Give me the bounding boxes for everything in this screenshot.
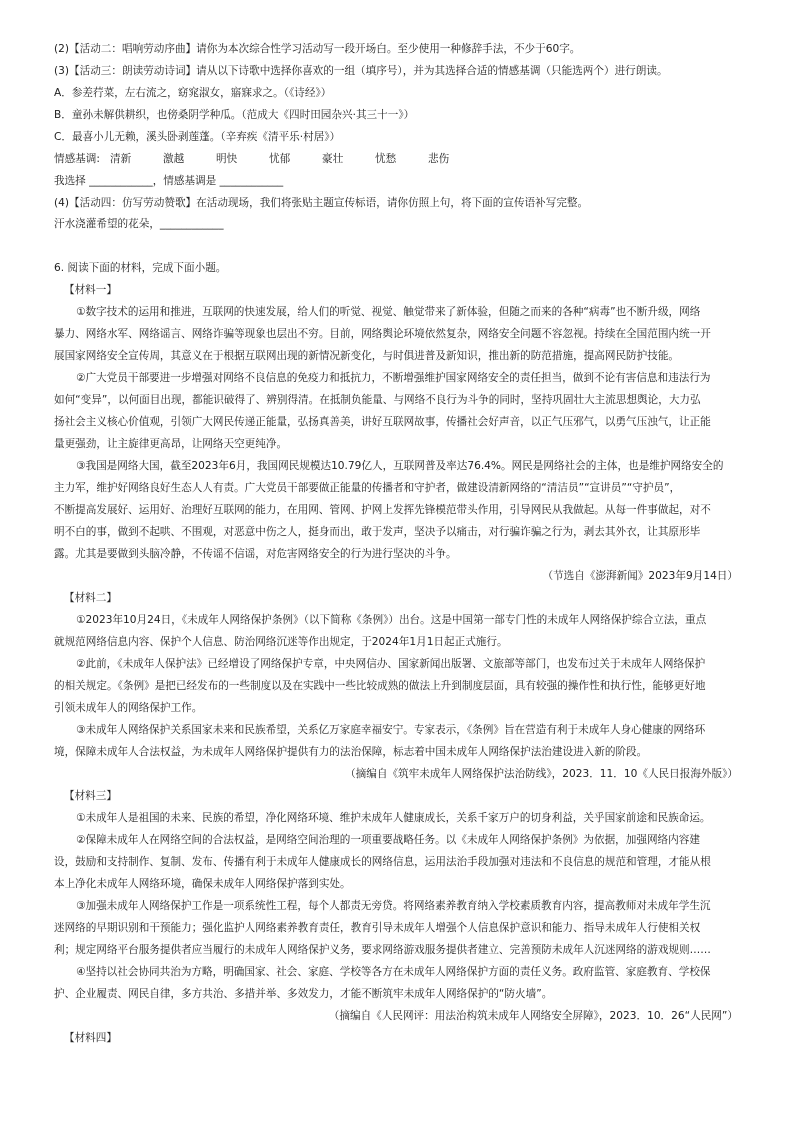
material-3-line: 迷网络的早期识别和干预能力；强化监护人网络素养教育责任，教育引导未成年人增强个人信息保护意识和能力、指导未成年人行使相关权	[54, 922, 701, 934]
material-2-heading: 【材料二】	[64, 592, 117, 604]
material-1-line: 扬社会主义核心价值观，引领广大网民传递正能量，弘扬真善美，讲好互联网故事，传播社会好声音，以正气压邪气，以勇气压浊气，让正能	[54, 416, 711, 428]
poem-option-c: C．最喜小儿无赖，溪头卧剥莲蓬。（辛弃疾《清平乐·村居》）	[54, 131, 341, 143]
tone-option: 忧愁	[375, 153, 397, 165]
material-1-line: 不断提高发展好、运用好、治理好互联网的能力，在用网、管网、护网上发挥先锋模范带头作用，引导网民从我做起。从每一件事做起，对不	[54, 504, 711, 516]
tone-option: 明快	[216, 153, 238, 165]
material-1-source: （节选自《澎湃新闻》2023年9月14日）	[542, 570, 738, 582]
material-3-line: ①未成年人是祖国的未来、民族的希望，净化网络环境、维护未成年人健康成长，关系千家万户的切身利益，关乎国家前途和民族命运。	[76, 812, 711, 824]
tone-option: 激越	[163, 153, 185, 165]
material-1-heading: 【材料一】	[64, 284, 117, 296]
tone-label: 情感基调:	[54, 153, 100, 165]
material-2-line: 就规范网络信息内容、保护个人信息、防治网络沉迷等作出规定，于2024年1月1日起正式施行。	[54, 636, 508, 648]
question-6-title: 6. 阅读下面的材料，完成下面小题。	[54, 262, 227, 274]
material-3-line: 本上净化未成年人网络环境，确保未成年人网络保护落到实处。	[54, 878, 351, 890]
material-1-line: 明不白的事，做到不起哄、不围观，对恶意中伤之人，挺身而出，敢于发声，坚决予以痛击，对行骗诈骗之行为，剥去其外衣，让其原形毕	[54, 526, 701, 538]
material-1-line: 如何“变异”，以何面目出现，都能识破得了、辨别得清。在抵制负能量、与网络不良行为斗争的同时，坚持巩固壮大主流思想舆论，大力弘	[54, 394, 701, 406]
material-3-heading: 【材料三】	[64, 790, 117, 802]
material-1-line: 主力军，维护好网络良好生态人人有责。广大党员干部要做正能量的传播者和守护者，做建设清新网络的“清洁员”“宣讲员”“守护员”，	[54, 482, 681, 494]
tone-option: 清新	[110, 153, 132, 165]
material-3-line: 设，鼓励和支持制作、复制、发布、传播有利于未成年人健康成长的网络信息，运用法治手段加强对违法和不良信息的规范和管理，才能从根	[54, 856, 711, 868]
slogan-blank-line: 汗水浇灌希望的花朵，____________	[54, 218, 224, 230]
material-1-line: 暴力、网络水军、网络谣言、网络诈骗等现象也层出不穷。目前，网络舆论环境依然复杂，网络安全问题不容忽视。持续在全国范围内统一开	[54, 328, 711, 340]
material-3-line: 护、企业履责、网民自律，多方共治、多措并举、多效发力，才能不断筑牢未成年人网络保护的“防火墙”。	[54, 988, 553, 1000]
activity2-prompt: (2)【活动二：唱响劳动序曲】请你为本次综合性学习活动写一段开场白。至少使用一种修辞手法，不少于60字。	[54, 43, 581, 55]
tone-option: 悲伤	[428, 153, 450, 165]
activity3-prompt: (3)【活动三：朗读劳动诗词】请从以下诗歌中选择你喜欢的一组（填序号），并为其选择合适的情感基调（只能选两个）进行朗读。	[54, 65, 668, 77]
material-3-line: ②保障未成年人在网络空间的合法权益，是网络空间治理的一项重要战略任务。以《未成年人网络保护条例》为依据，加强网络内容建	[76, 834, 700, 846]
poem-option-b: B．童孙未解供耕织，也傍桑阴学种瓜。（范成大《四时田园杂兴·其三十一》）	[54, 109, 415, 121]
poem-option-a: A．参差荇菜，左右流之，窈窕淑女，寤寐求之。（《诗经》）	[54, 87, 332, 99]
tone-option: 忧郁	[269, 153, 291, 165]
material-2-line: ①2023年10月24日，《未成年人网络保护条例》（以下简称《条例》）出台。这是中国第一部专门性的未成年人网络保护综合立法，重点	[76, 614, 707, 626]
material-1-line: ③我国是网络大国，截至2023年6月，我国网民规模达10.79亿人，互联网普及率达76.4%。网民是网络社会的主体，也是维护网络安全的	[76, 460, 724, 472]
material-2-line: 的相关规定。《条例》是把已经发布的一些制度以及在实践中一些比较成熟的做法上升到制度层面，具有较强的操作性和执行性，能够更好地	[54, 680, 706, 692]
material-2-line: 境，保障未成年人合法权益，为未成年人网络保护提供有力的法治保障，标志着中国未成年人网络保护法治建设进入新的阶段。	[54, 746, 648, 758]
material-2-line: 引领未成年人的网络保护工作。	[54, 702, 203, 714]
material-1-line: 量更强劲，让主旋律更高昂，让网络天空更纯净。	[54, 438, 288, 450]
material-2-line: ③未成年人网络保护关系国家未来和民族希望，关系亿万家庭幸福安宁。专家表示，《条例》旨在营造有利于未成年人身心健康的网络环	[76, 724, 706, 736]
choice-blank-line: 我选择 ____________，情感基调是 ____________	[54, 175, 284, 187]
material-3-line: ④坚持以社会协同共治为方略，明确国家、社会、家庭、学校等各方在未成年人网络保护方面的责任义务。政府监管、家庭教育、学校保	[76, 966, 711, 978]
tone-options-row	[54, 149, 740, 169]
tone-option: 豪壮	[322, 153, 344, 165]
material-2-line: ②此前，《未成年人保护法》已经增设了网络保护专章，中央网信办、国家新闻出版署、文旅部等部门，也发布过关于未成年人网络保护	[76, 658, 706, 670]
material-4-heading: 【材料四】	[64, 1032, 117, 1044]
material-1-line: ①数字技术的运用和推进，互联网的快速发展，给人们的听觉、视觉、触觉带来了新体验，但随之而来的各种“病毒”也不断升级，网络	[76, 306, 701, 318]
material-1-line: 露。尤其是要做到头脑冷静，不传谣不信谣，对危害网络安全的行为进行坚决的斗争。	[54, 548, 457, 560]
activity4-prompt: (4)【活动四：仿写劳动赞歌】在活动现场，我们将张贴主题宣传标语，请你仿照上句，将下面的宣传语补写完整。	[54, 197, 589, 209]
material-2-source: （摘编自《筑牢未成年人网络保护法治防线》，2023．11．10《人民日报海外版》）	[345, 768, 738, 780]
material-3-source: （摘编自《人民网评：用法治构筑未成年人网络安全屏障》，2023．10．26“人民网”）	[328, 1010, 738, 1022]
material-3-line: 利；规定网络平台服务提供者应当履行的未成年人网络保护义务，要求网络游戏服务提供者建立、完善预防未成年人沉迷网络的游戏规则……	[54, 944, 711, 956]
material-1-line: ②广大党员干部要进一步增强对网络不良信息的免疫力和抵抗力，不断增强维护国家网络安全的责任担当，做到不论有害信息和违法行为	[76, 372, 711, 384]
material-3-line: ③加强未成年人网络保护工作是一项系统性工程，每个人都责无旁贷。将网络素养教育纳入学校素质教育内容，提高教师对未成年学生沉	[76, 900, 711, 912]
material-1-line: 展国家网络安全宣传周，其意义在于根据互联网出现的新情况新变化，与时俱进普及新知识，推出新的防范措施，提高网民防护技能。	[54, 350, 680, 362]
